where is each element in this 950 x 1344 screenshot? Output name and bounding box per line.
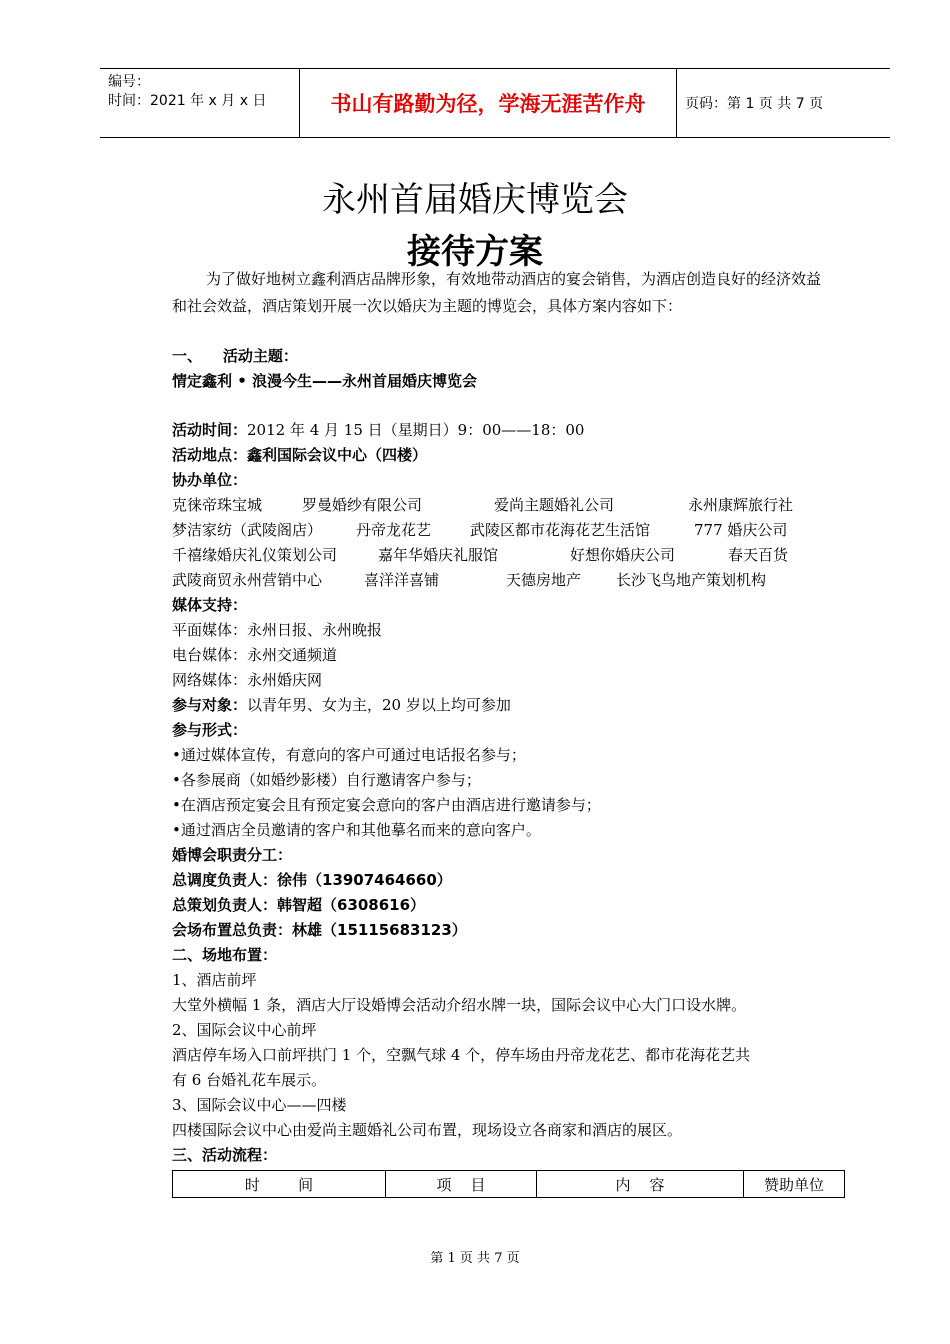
form-label: 参与形式： — [172, 721, 248, 739]
co-organizer: 克徕帝珠宝城 — [172, 496, 263, 514]
co-organizer: 爱尚主题婚礼公司 — [494, 496, 615, 514]
table-header-item: 项 目 — [386, 1171, 537, 1198]
co-organizer: 永州康辉旅行社 — [688, 496, 794, 514]
media-item: 平面媒体：永州日报、永州晚报 — [172, 621, 383, 639]
section1-heading: 一、 活动主题： — [172, 347, 298, 365]
media-item: 网络媒体：永州婚庆网 — [172, 671, 323, 689]
doc-title: 永州首届婚庆博览会 — [322, 180, 628, 220]
section2-heading: 二、场地布置： — [172, 946, 278, 964]
header-meta — [100, 69, 300, 137]
section3-heading: 三、活动流程： — [172, 1146, 278, 1164]
media-label: 媒体支持： — [172, 596, 248, 614]
table-header-time: 时 间 — [173, 1171, 386, 1198]
venue-item: 大堂外横幅 1 条，酒店大厅设婚博会活动介绍水牌一块，国际会议中心大门口设水牌。 — [172, 996, 747, 1014]
venue-item: 1、酒店前坪 — [172, 971, 257, 989]
event-time — [172, 418, 822, 443]
duty-item: 总策划负责人：韩智超（6308616） — [172, 896, 426, 914]
duty-item: 会场布置总负责：林雄（15115683123） — [172, 921, 467, 939]
intro-paragraph: 为了做好地树立鑫利酒店品牌形象，有效地带动酒店的宴会销售，为酒店创造良好的经济效益和社会效益，酒店策划开展一次以婚庆为主题的博览会，具体方案内容如下： — [172, 270, 822, 315]
target-audience — [172, 693, 822, 718]
number-label: 编号： — [108, 74, 150, 90]
event-place: 活动地点：鑫利国际会议中心（四楼） — [172, 446, 428, 464]
co-organizer-row — [172, 493, 822, 518]
co-organizer: 千禧缘婚庆礼仪策划公司 — [172, 546, 338, 564]
duty-label: 婚博会职责分工： — [172, 846, 293, 864]
co-organizer: 武陵商贸永州营销中心 — [172, 571, 323, 589]
theme-line: 情定鑫利 • 浪漫今生——永州首届婚庆博览会 — [172, 372, 478, 390]
venue-item: 酒店停车场入口前坪拱门 1 个，空飘气球 4 个，停车场由丹帝龙花艺、都市花海花艺共 — [172, 1046, 751, 1064]
co-organizer: 777 婚庆公司 — [694, 521, 788, 539]
flow-table — [172, 1170, 845, 1198]
venue-item: 2、国际会议中心前坪 — [172, 1021, 317, 1039]
form-item: •在酒店预定宴会且有预定宴会意向的客户由酒店进行邀请参与； — [172, 796, 601, 814]
table-header-sponsor: 赞助单位 — [744, 1171, 845, 1198]
co-organizer: 好想你婚庆公司 — [570, 546, 676, 564]
venue-item: 3、国际会议中心——四楼 — [172, 1096, 347, 1114]
co-organizer-row — [172, 568, 822, 593]
event-time-value: 2012 年 4 月 15 日（星期日）9：00——18：00 — [247, 421, 585, 439]
form-item: •通过酒店全员邀请的客户和其他摹名而来的意向客户。 — [172, 821, 541, 839]
venue-item: 四楼国际会议中心由爱尚主题婚礼公司布置，现场设立各商家和酒店的展区。 — [172, 1121, 683, 1139]
doc-subtitle: 接待方案 — [407, 232, 543, 272]
co-organizer: 喜洋洋喜铺 — [364, 571, 440, 589]
co-organizer: 武陵区都市花海花艺生活馆 — [470, 521, 651, 539]
co-organizer-row — [172, 518, 822, 543]
form-item: •各参展商（如婚纱影楼）自行邀请客户参与； — [172, 771, 481, 789]
form-item: •通过媒体宣传，有意向的客户可通过电话报名参与； — [172, 746, 526, 764]
venue-item: 有 6 台婚礼花车展示。 — [172, 1071, 327, 1089]
table-header-row — [173, 1171, 845, 1198]
header-motto: 书山有路勤为径，学海无涯苦作舟 — [300, 69, 677, 137]
co-organizer: 天德房地产 — [506, 571, 582, 589]
doc-body — [172, 266, 822, 1198]
co-organizer: 丹帝龙花艺 — [356, 521, 432, 539]
page-footer: 第 1 页 共 7 页 — [430, 1251, 520, 1266]
target-value: 以青年男、女为主，20 岁以上均可参加 — [247, 696, 511, 714]
co-organizer-row — [172, 543, 822, 568]
header-page-info: 页码：第 1 页 共 7 页 — [685, 96, 824, 112]
duty-item: 总调度负责人：徐伟（13907464660） — [172, 871, 452, 889]
co-organizer: 罗曼婚纱有限公司 — [302, 496, 423, 514]
co-organizer: 嘉年华婚庆礼服馆 — [378, 546, 499, 564]
time-label: 时间：2021 年 x 月 x 日 — [108, 93, 267, 109]
media-item: 电台媒体：永州交通频道 — [172, 646, 338, 664]
target-label: 参与对象： — [172, 696, 248, 714]
co-organizer: 梦洁家纺（武陵阁店） — [172, 521, 323, 539]
document-header — [100, 68, 890, 138]
co-organizers-label: 协办单位： — [172, 471, 248, 489]
co-organizer: 春天百货 — [728, 546, 789, 564]
table-header-content: 内 容 — [537, 1171, 744, 1198]
co-organizer: 长沙飞鸟地产策划机构 — [616, 571, 767, 589]
event-time-label: 活动时间： — [172, 421, 248, 439]
